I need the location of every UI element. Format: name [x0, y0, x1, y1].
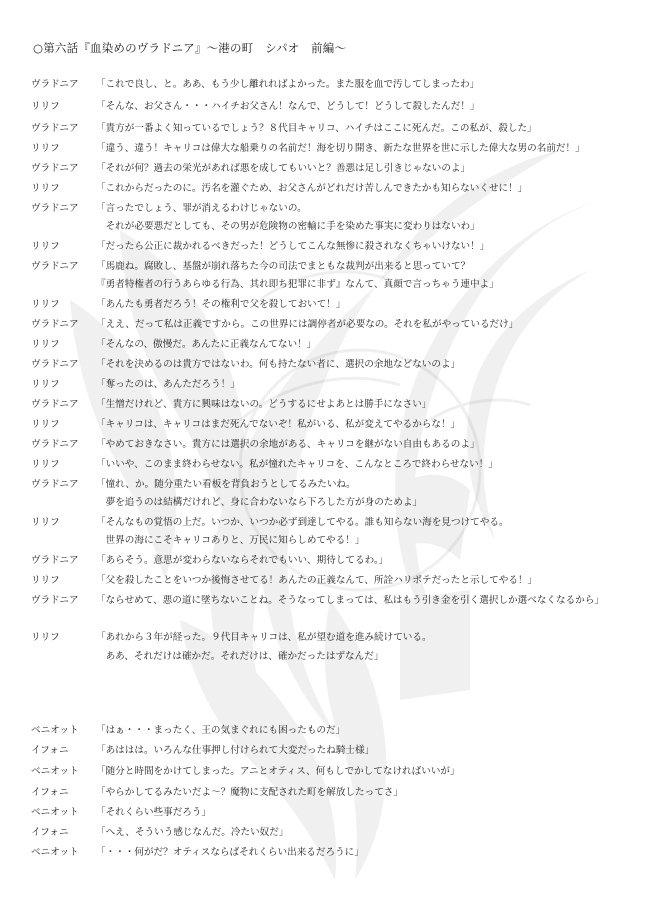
line-text: 「これからだったのに。汚名を灌ぐため、お父さんがどれだけ苦しんできたかも知らないくせに！」 [96, 183, 528, 194]
line-text: 「あははは。いろんな仕事押し付けられて大変だったね騎士様」 [96, 745, 375, 756]
speaker-name: リリフ [31, 632, 60, 643]
speaker-name: ヴラドニア [31, 555, 79, 566]
speaker-name: ヴラドニア [31, 319, 79, 330]
speaker-name: イフォニ [31, 827, 69, 838]
speaker-name: ヴラドニア [31, 261, 79, 272]
line-text: 「父を殺したことをいつか後悔させてる！あんたの正義なんて、所詮ハリボテだったと示してやる！」 [96, 575, 538, 586]
line-text: 「そんなの、傲慢だ。あんたに正義なんてない！」 [96, 339, 317, 350]
line-text: ああ、それだけは確かだ。それだけは、確かだったはずなんだ」 [96, 651, 384, 662]
speaker-name: ヴラドニア [31, 439, 79, 450]
line-text: 「そんなもの覚悟の上だ。いつか、いつか必ず到達してやる。誰も知らない海を見つけてやる。 [96, 517, 509, 528]
line-text: 「キャリコは、キャリコはまだ死んでないぞ！私がいる、私が変えてやるからな！」 [96, 419, 461, 430]
line-text: 「言ったでしょう、罪が消えるわけじゃないの。 [96, 203, 307, 214]
line-text: 「そんな、お父さん・・・ハイチお父さん！なんで、どうして！どうして殺したんだ！」 [96, 101, 480, 112]
speaker-name: ヴラドニア [31, 163, 79, 174]
line-text: 「ええ、だって私は正義ですから。この世界には調停者が必要なの。それを私がやっているだけ」 [96, 319, 519, 330]
speaker-name: イフォニ [31, 787, 69, 798]
line-text: 「あらそう。意思が変わらないならそれでもいい、期待してるわ。」 [96, 555, 389, 566]
line-text: 「・・・何がだ？オティスならばそれくらい出来るだろうに」 [96, 847, 364, 858]
line-text: 「へえ、そういう感じなんだ。冷たい奴だ」 [96, 827, 289, 838]
line-text: 「だったら公正に裁かれるべきだった！どうしてこんな無惨に殺されなくちゃいけない！」 [96, 241, 490, 252]
speaker-name: ヴラドニア [31, 359, 79, 370]
speaker-name: リリフ [31, 143, 60, 154]
speaker-name: リリフ [31, 379, 60, 390]
speaker-name: リリフ [31, 101, 60, 112]
speaker-name: イフォニ [31, 745, 69, 756]
line-text: 「貴方が一番よく知っているでしょう？８代目キャリコ、ハイチはここに死んだ。この私が、殺した」 [96, 123, 537, 134]
speaker-name: ヴラドニア [31, 399, 79, 410]
line-text: 「違う、違う！キャリコは偉大な船乗りの名前だ！海を切り開き、新たな世界を世に示した偉大な男の名前だ！」 [96, 143, 585, 154]
line-text: 「はぁ・・・まったく、王の気まぐれにも困ったものだ」 [96, 725, 346, 736]
line-text: 「いいや、このまま終わらせない。私が憧れたキャリコを、こんなところで終わらせない！」 [96, 459, 498, 470]
line-text: 「あれから３年が経った。９代目キャリコは、私が望む道を進み続けている。 [96, 632, 432, 643]
speaker-name: ベニオット [31, 766, 79, 777]
speaker-name: ベニオット [31, 847, 79, 858]
line-text: 夢を追うのは結構だけれど、身に合わないなら下ろした方が身のためよ」 [96, 497, 423, 508]
speaker-name: リリフ [31, 575, 60, 586]
speaker-name: リリフ [31, 183, 60, 194]
line-text: 「生憎だけれど、貴方に興味はないの。どうするにせよあとは勝手になさい」 [96, 399, 432, 410]
line-text: 「それが何？過去の栄光があれば悪を成してもいいと？善悪は足し引きじゃないのよ」 [96, 163, 471, 174]
line-text: 「これで良し、と。ああ、もう少し離れればよかった。また服を血で汚してしまったわ」 [96, 79, 480, 90]
line-text: 「あんたも勇者だろう！その権利で父を殺しておいて！」 [96, 299, 346, 310]
speaker-name: ヴラドニア [31, 123, 79, 134]
speaker-name: リリフ [31, 459, 60, 470]
speaker-name: リリフ [31, 517, 60, 528]
speaker-name: リリフ [31, 299, 60, 310]
speaker-name: ヴラドニア [31, 479, 79, 490]
speaker-name: リリフ [31, 241, 60, 252]
line-text: 「憧れ、か。随分重たい看板を背負おうとしてるみたいね。 [96, 479, 356, 490]
speaker-name: ベニオット [31, 725, 79, 736]
line-text: 「それを決めるのは貴方ではないわ。何も持たない者に、選択の余地などないのよ」 [96, 359, 461, 370]
line-text: 「随分と時間をかけてしまった。アニとオティス、何もしでかしてなければいいが」 [96, 766, 460, 777]
line-text: 『勇者特権者の行うあらゆる行為、其れ即ち犯罪に非ず』なんて、真顔で言っちゃう連中よ」 [96, 279, 499, 290]
line-text: 「やらかしてるみたいだよ～？魔物に支配された町を解放したってさ」 [96, 787, 403, 798]
line-text: 「馬鹿ね。腐敗し、基盤が崩れ落ちた今の司法でまともな裁判が出来ると思っていて？ [96, 261, 471, 272]
line-text: 「ならせめて、悪の道に墜ちないことね。そうなってしまっては、私はもう引き金を引く選択しか選べなくなるから」 [96, 595, 604, 606]
speaker-name: リリフ [31, 339, 60, 350]
line-text: 世界の海にこそキャリコありと、万民に知らしめてやる！」 [96, 535, 365, 546]
speaker-name: ベニオット [31, 807, 79, 818]
episode-title: ○第六話『血染めのヴラドニア』～港の町 シパオ 前編～ [33, 41, 347, 55]
line-text: 「奪ったのは、あんただろう！」 [96, 379, 240, 390]
speaker-name: ヴラドニア [31, 595, 79, 606]
line-text: 「やめておきなさい。貴方には選択の余地がある、キャリコを継がない自由もあるのよ」 [96, 439, 480, 450]
speaker-name: ヴラドニア [31, 79, 79, 90]
line-text: それが必要悪だとしても、その男が危険物の密輸に手を染めた事実に変わりはないわ」 [96, 221, 480, 232]
line-text: 「それくらい些事だろう」 [96, 807, 212, 818]
speaker-name: リリフ [31, 419, 60, 430]
speaker-name: ヴラドニア [31, 203, 79, 214]
